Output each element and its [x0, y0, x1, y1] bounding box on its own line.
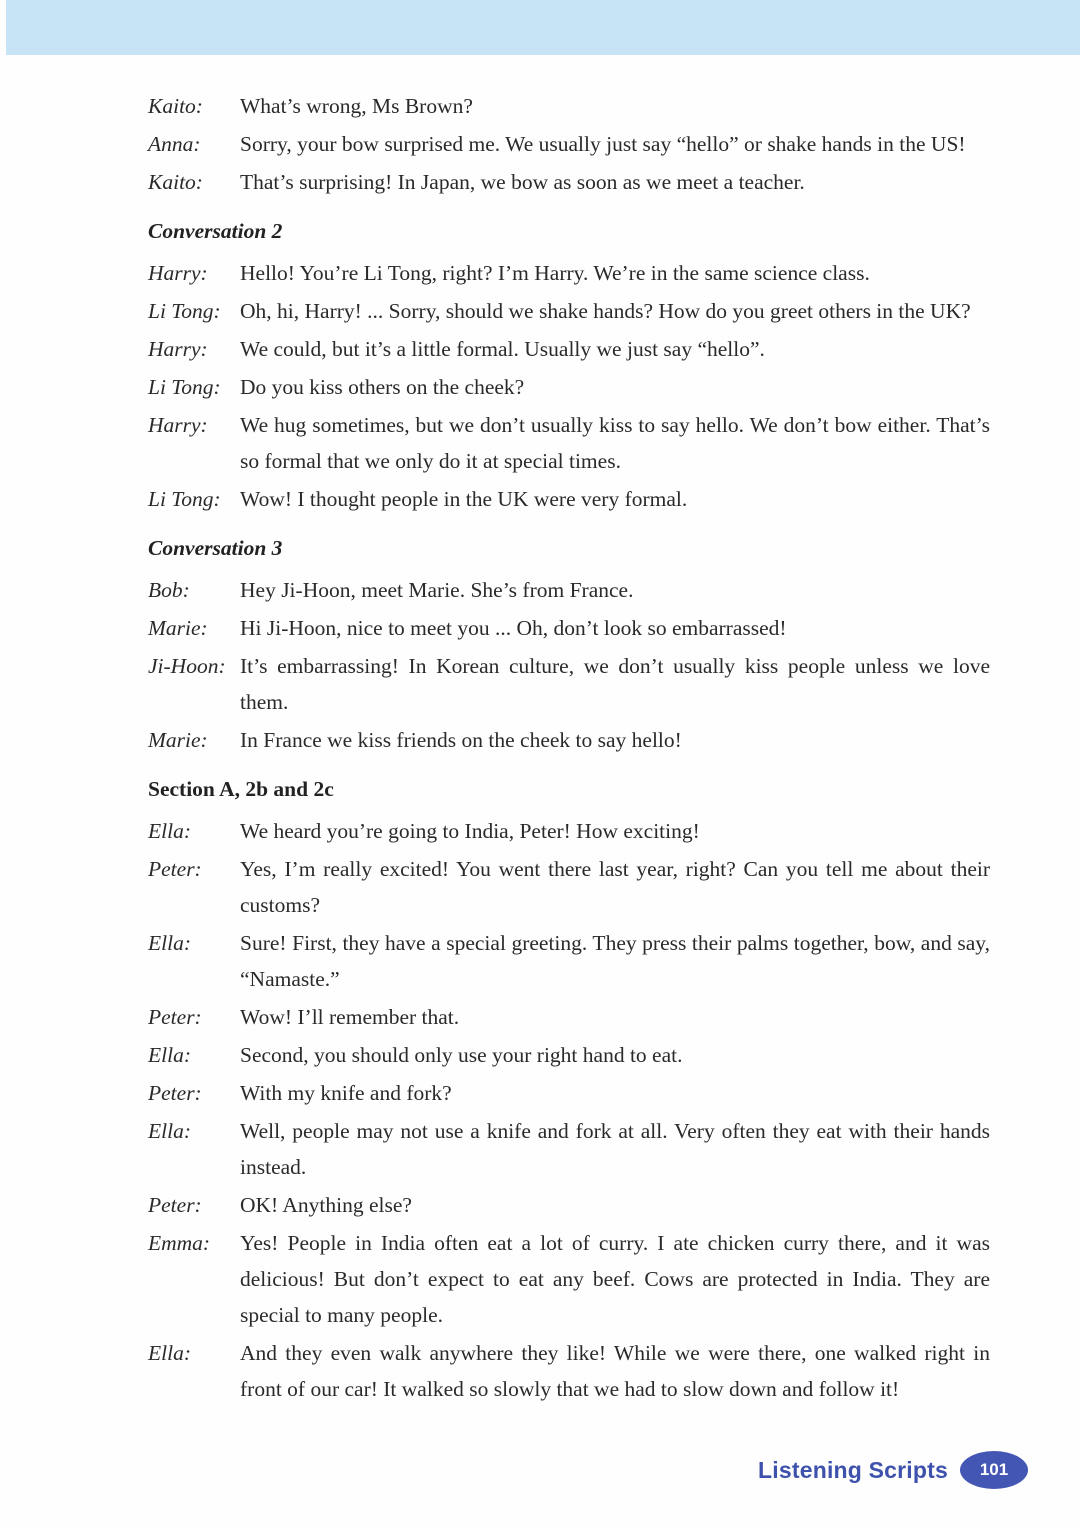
- speaker-name: Peter:: [148, 1193, 202, 1217]
- script-section: [148, 213, 990, 517]
- dialogue-turn: [148, 1037, 990, 1073]
- dialogue-turn: [148, 722, 990, 758]
- dialogue-text: Hey Ji-Hoon, meet Marie. She’s from France.: [240, 578, 634, 602]
- dialogue-turn: [148, 1225, 990, 1333]
- dialogue-text: Second, you should only use your right hand to eat.: [240, 1043, 683, 1067]
- dialogue-turn: [148, 1075, 990, 1111]
- dialogue-text: Well, people may not use a knife and fork at all. Very often they eat with their hands instead.: [240, 1119, 990, 1179]
- dialogue-turn: [148, 572, 990, 608]
- dialogue-turn: [148, 255, 990, 291]
- dialogue-turn: [148, 126, 990, 162]
- script-section: [148, 530, 990, 758]
- dialogue-text: Yes! People in India often eat a lot of curry. I ate chicken curry there, and it was delicious! But don’t expect to eat any beef. Cows are protected in India. They are special to many people.: [240, 1231, 990, 1327]
- dialogue-turn: [148, 1113, 990, 1185]
- dialogue-turn: [148, 88, 990, 124]
- page-number-badge: 101: [960, 1451, 1028, 1489]
- dialogue-text: With my knife and fork?: [240, 1081, 452, 1105]
- dialogue-text: Sorry, your bow surprised me. We usually just say “hello” or shake hands in the US!: [240, 132, 966, 156]
- script-section: [148, 88, 990, 200]
- speaker-name: Kaito:: [148, 170, 203, 194]
- dialogue-turn: [148, 164, 990, 200]
- speaker-name: Emma:: [148, 1231, 211, 1255]
- dialogue-text: And they even walk anywhere they like! While we were there, one walked right in front of our car! It walked so slowly that we had to slow down and follow it!: [240, 1341, 990, 1401]
- speaker-name: Ella:: [148, 1341, 191, 1365]
- dialogue-text: Sure! First, they have a special greeting. They press their palms together, bow, and say, “Namaste.”: [240, 931, 990, 991]
- speaker-name: Anna:: [148, 132, 201, 156]
- dialogue-text: In France we kiss friends on the cheek to say hello!: [240, 728, 682, 752]
- speaker-name: Bob:: [148, 578, 190, 602]
- dialogue-turn: [148, 1187, 990, 1223]
- dialogue-turn: [148, 331, 990, 367]
- dialogue-turn: [148, 293, 990, 329]
- dialogue-text: Hi Ji-Hoon, nice to meet you ... Oh, don’t look so embarrassed!: [240, 616, 787, 640]
- dialogue-text: We hug sometimes, but we don’t usually kiss to say hello. We don’t bow either. That’s so formal that we only do it at special times.: [240, 413, 990, 473]
- section-header: Section A, 2b and 2c: [148, 777, 334, 801]
- speaker-name: Ella:: [148, 1119, 191, 1143]
- dialogue-turn: [148, 925, 990, 997]
- speaker-name: Li Tong:: [148, 375, 221, 399]
- speaker-name: Peter:: [148, 1005, 202, 1029]
- dialogue-text: Oh, hi, Harry! ... Sorry, should we shake hands? How do you greet others in the UK?: [240, 299, 971, 323]
- speaker-name: Harry:: [148, 261, 208, 285]
- speaker-name: Ella:: [148, 931, 191, 955]
- speaker-name: Peter:: [148, 857, 202, 881]
- dialogue-turn: [148, 481, 990, 517]
- speaker-name: Ella:: [148, 1043, 191, 1067]
- speaker-name: Ella:: [148, 819, 191, 843]
- script-section: [148, 771, 990, 1407]
- footer-section-title: Listening Scripts: [758, 1456, 948, 1483]
- dialogue-text: We could, but it’s a little formal. Usually we just say “hello”.: [240, 337, 765, 361]
- dialogue-text: It’s embarrassing! In Korean culture, we don’t usually kiss people unless we love them.: [240, 654, 990, 714]
- speaker-name: Peter:: [148, 1081, 202, 1105]
- section-header: Conversation 2: [148, 219, 283, 243]
- dialogue-text: What’s wrong, Ms Brown?: [240, 94, 473, 118]
- speaker-name: Li Tong:: [148, 299, 221, 323]
- speaker-name: Marie:: [148, 728, 208, 752]
- page-top-band: [6, 0, 1080, 55]
- speaker-name: Harry:: [148, 337, 208, 361]
- dialogue-text: OK! Anything else?: [240, 1193, 412, 1217]
- speaker-name: Ji-Hoon:: [148, 654, 226, 678]
- dialogue-text: Yes, I’m really excited! You went there last year, right? Can you tell me about their customs?: [240, 857, 990, 917]
- dialogue-turn: [148, 851, 990, 923]
- speaker-name: Marie:: [148, 616, 208, 640]
- dialogue-text: We heard you’re going to India, Peter! How exciting!: [240, 819, 700, 843]
- dialogue-turn: [148, 1335, 990, 1407]
- dialogue-text: Wow! I thought people in the UK were very formal.: [240, 487, 688, 511]
- dialogue-turn: [148, 648, 990, 720]
- speaker-name: Li Tong:: [148, 487, 221, 511]
- listening-script-content: [148, 88, 990, 1409]
- speaker-name: Harry:: [148, 413, 208, 437]
- dialogue-text: Wow! I’ll remember that.: [240, 1005, 460, 1029]
- dialogue-turn: [148, 369, 990, 405]
- speaker-name: Kaito:: [148, 94, 203, 118]
- dialogue-text: Hello! You’re Li Tong, right? I’m Harry. We’re in the same science class.: [240, 261, 870, 285]
- dialogue-text: Do you kiss others on the cheek?: [240, 375, 525, 399]
- section-header: Conversation 3: [148, 536, 283, 560]
- dialogue-turn: [148, 813, 990, 849]
- dialogue-turn: [148, 610, 990, 646]
- dialogue-text: That’s surprising! In Japan, we bow as soon as we meet a teacher.: [240, 170, 805, 194]
- dialogue-turn: [148, 407, 990, 479]
- dialogue-turn: [148, 999, 990, 1035]
- page-footer: [758, 1451, 1028, 1489]
